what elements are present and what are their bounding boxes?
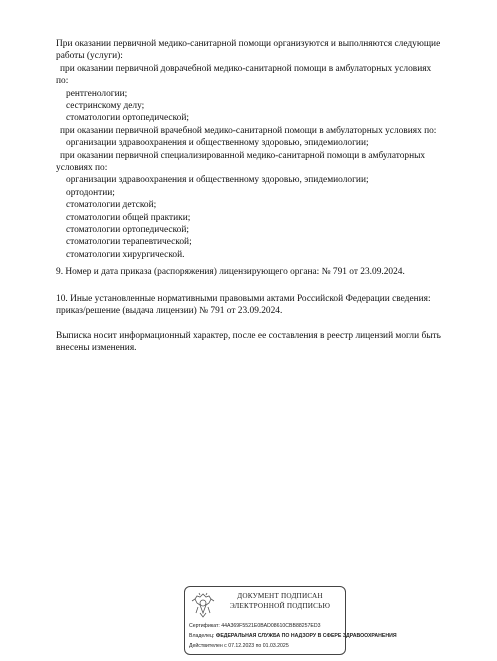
services-line: ортодонтии; xyxy=(66,187,115,198)
services-line: при оказании первичной врачебной медико-санитарной помощи в амбулаторных условиях по: xyxy=(60,125,437,136)
disclaimer-line-1: Выписка носит информационный характер, после ее составления в реестр лицензий могли быть xyxy=(56,331,441,341)
stamp-title-line-1: ДОКУМЕНТ ПОДПИСАН xyxy=(237,592,323,600)
services-line: по: xyxy=(56,76,69,87)
services-line: организации здравоохранения и общественному здоровью, эпидемиологии; xyxy=(66,175,369,186)
coat-of-arms-icon xyxy=(191,591,215,619)
services-line: стоматологии терапевтической; xyxy=(66,237,192,248)
stamp-validity: Действителен с 07.12.2023 по 01.03.2025 xyxy=(189,643,289,649)
stamp-certificate xyxy=(189,623,321,629)
services-line: стоматологии ортопедической; xyxy=(66,225,189,235)
stamp-owner xyxy=(189,633,397,639)
stamp-title-line-2: ЭЛЕКТРОННОЙ ПОДПИСЬЮ xyxy=(229,602,331,610)
services-line: стоматологии детской; xyxy=(66,200,157,211)
services-line: при оказании первичной доврачебной медико-санитарной помощи в амбулаторных условиях xyxy=(60,63,432,74)
services-line: При оказании первичной медико-санитарной помощи организуются и выполняются следующие xyxy=(56,39,441,49)
services-line: при оказании первичной специализированной медико-санитарной помощи в амбулаторных xyxy=(60,150,426,161)
stamp-owner-value: ФЕДЕРАЛЬНАЯ СЛУЖБА ПО НАДЗОРУ В СФЕРЕ ЗДРАВООХРАНЕНИЯ xyxy=(215,633,397,639)
stamp-certificate-label: Сертификат: xyxy=(189,623,220,629)
services-line: рентгенологии; xyxy=(66,88,128,99)
stamp-certificate-value: 44A369F5521E0BAD08610CBB88257ED3 xyxy=(221,623,321,629)
services-line: сестринскому делу; xyxy=(66,101,145,111)
services-line: стоматологии хирургической. xyxy=(66,249,185,260)
services-line: организации здравоохранения и общественному здоровью, эпидемиологии; xyxy=(66,138,369,149)
electronic-signature-stamp xyxy=(184,586,397,655)
services-line: работы (услуги): xyxy=(56,51,123,62)
services-line: стоматологии общей практики; xyxy=(66,212,191,223)
section-10-line-1: 10. Иные установленные нормативными правовыми актами Российской Федерации сведения: xyxy=(56,294,431,304)
services-line: стоматологии ортопедической; xyxy=(66,113,189,124)
services-line: условиях по: xyxy=(56,163,108,173)
stamp-owner-label: Владелец: xyxy=(189,633,215,639)
disclaimer-line-2: внесены изменения. xyxy=(56,343,137,353)
section-9-order-info: 9. Номер и дата приказа (распоряжения) лицензирующего органа: № 791 от 23.09.2024. xyxy=(56,267,405,277)
section-10-line-2: приказ/решение (выдача лицензии) № 791 от 23.09.2024. xyxy=(56,306,283,316)
